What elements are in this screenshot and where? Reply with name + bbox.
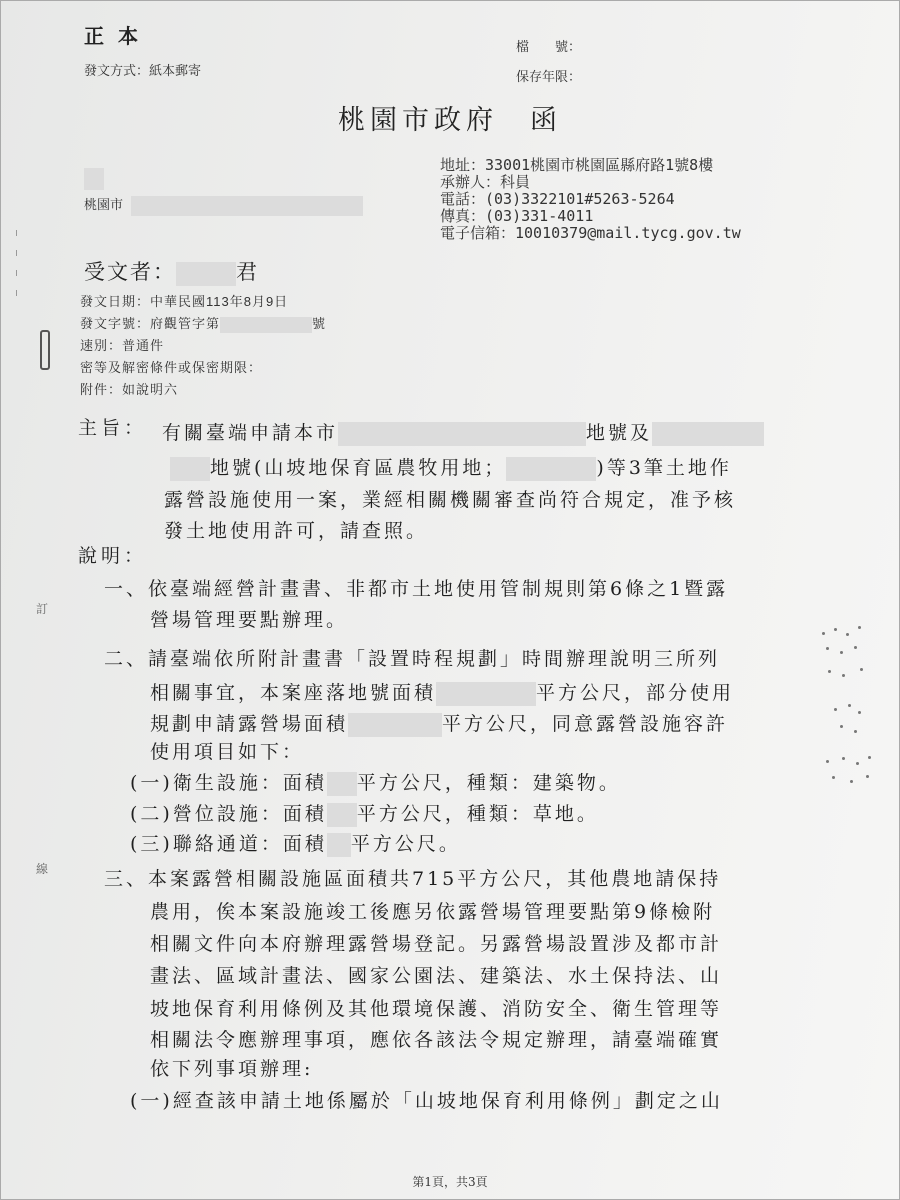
sub-item-sanitation <box>130 768 621 796</box>
item-3-line-1: 三、本案露營相關設施區面積共715平方公尺，其他農地請保持 <box>104 868 722 890</box>
reference-suffix: 號 <box>312 316 327 331</box>
sub-item-text: (二)營位設施：面積 <box>130 803 327 825</box>
subject-line-3: 露營設施使用一案，業經相關機關審查尚符合規定，准予核 <box>164 489 737 511</box>
item-2-line-1: 二、請臺端依所附計畫書「設置時程規劃」時間辦理說明三所列 <box>104 648 721 670</box>
sub-item-text: 平方公尺，種類：建築物。 <box>356 772 621 794</box>
redacted-block <box>436 682 536 706</box>
binding-mark-ding: 訂 <box>36 602 49 616</box>
redacted-block <box>220 317 312 333</box>
sub-item-campsite <box>130 799 599 827</box>
braille-dot <box>854 730 857 733</box>
recipient-label: 受文者： <box>84 260 176 284</box>
redacted-block <box>652 422 764 446</box>
staple-mark <box>40 330 50 370</box>
contact-fax: 傳真：(03)331-4011 <box>440 207 594 225</box>
braille-dot <box>848 704 851 707</box>
item-3-line-7: 依下列事項辦理: <box>150 1058 314 1080</box>
redacted-block <box>170 457 210 481</box>
redacted-block <box>348 713 442 737</box>
explanation-label: 說明： <box>78 545 148 567</box>
braille-dot <box>860 668 863 671</box>
dispatch-method: 發文方式：紙本郵寄 <box>84 63 202 78</box>
item-text: 相關事宜，本案座落地號面積 <box>150 682 437 704</box>
subject-line-4: 發土地使用許可，請查照。 <box>164 520 429 542</box>
redacted-block <box>176 262 236 286</box>
item-1-line-2: 營場管理要點辦理。 <box>150 609 349 631</box>
braille-dot <box>842 757 845 760</box>
redacted-block <box>338 422 586 446</box>
retention-period: 保存年限： <box>516 69 582 84</box>
binding-line <box>16 250 17 256</box>
sub-item-access-road <box>130 829 461 857</box>
item-3-sub-1: (一)經查該申請土地係屬於「山坡地保育利用條例」劃定之山 <box>130 1090 723 1112</box>
subject-text: 地號及 <box>586 422 653 444</box>
copy-mark: 正本 <box>84 24 152 48</box>
item-3-line-3: 相關文件向本府辦理露營場登記。另露營場設置涉及都市計 <box>150 933 723 955</box>
subject-line-1 <box>162 418 764 446</box>
binding-line <box>16 270 17 276</box>
archive-number: 檔 號： <box>516 39 582 54</box>
addressee-city-text: 桃園市 <box>84 197 124 212</box>
braille-dot <box>858 711 861 714</box>
binding-mark-xian: 線 <box>36 862 49 876</box>
sub-item-text: 平方公尺，種類：草地。 <box>356 803 599 825</box>
braille-dot <box>840 725 843 728</box>
braille-dot <box>828 670 831 673</box>
braille-dot <box>834 708 837 711</box>
braille-dot <box>866 775 869 778</box>
braille-dot <box>858 626 861 629</box>
sub-item-text: 平方公尺。 <box>350 833 461 855</box>
subject-text: )等3筆土地作 <box>596 457 732 479</box>
redacted-block <box>327 803 357 827</box>
addressee-city <box>84 194 363 216</box>
attachment-note: 附件：如說明六 <box>80 382 179 397</box>
reference-number <box>80 313 326 333</box>
braille-dot <box>832 776 835 779</box>
contact-handler: 承辦人：科員 <box>440 173 531 191</box>
braille-dot <box>868 756 871 759</box>
recipient-suffix: 君 <box>236 260 259 284</box>
braille-dot <box>822 632 825 635</box>
braille-dot <box>840 651 843 654</box>
redacted-block <box>327 833 351 857</box>
item-2-line-4: 使用項目如下： <box>150 741 305 763</box>
item-2-line-2 <box>150 678 734 706</box>
document-title: 桃園市政府 函 <box>338 105 562 136</box>
redacted-block <box>84 168 104 190</box>
subject-text: 地號(山坡地保育區農牧用地； <box>210 457 507 479</box>
item-1-line-1: 一、依臺端經營計畫書、非都市土地使用管制規則第6條之1暨露 <box>104 578 729 600</box>
redacted-block <box>131 196 363 216</box>
item-3-line-2: 農用，俟本案設施竣工後應另依露營場管理要點第9條檢附 <box>150 901 716 923</box>
subject-line-2 <box>170 453 732 481</box>
braille-dot <box>826 760 829 763</box>
sub-item-text: (三)聯絡通道：面積 <box>130 833 327 855</box>
contact-phone: 電話：(03)3322101#5263-5264 <box>440 190 675 208</box>
binding-line <box>16 290 17 296</box>
subject-label: 主旨： <box>78 417 148 439</box>
contact-block <box>440 157 741 242</box>
braille-dot <box>826 647 829 650</box>
page-footer: 第1頁，共3頁 <box>412 1175 488 1189</box>
subject-text: 有關臺端申請本市 <box>162 422 339 444</box>
item-3-line-6: 相關法令應辦理事項，應依各該法令規定辦理，請臺端確實 <box>150 1029 723 1051</box>
braille-dot <box>842 674 845 677</box>
item-text: 平方公尺，同意露營設施容許 <box>442 713 729 735</box>
braille-dot <box>834 628 837 631</box>
item-2-line-3 <box>150 709 728 737</box>
redacted-block <box>327 772 357 796</box>
item-text: 平方公尺，部分使用 <box>536 682 735 704</box>
sub-item-text: (一)衛生設施：面積 <box>130 772 327 794</box>
braille-dot <box>856 762 859 765</box>
reference-prefix: 發文字號：府觀管字第 <box>80 316 221 331</box>
security-level: 密等及解密條件或保密期限： <box>80 360 263 375</box>
issue-date: 發文日期：中華民國113年8月9日 <box>80 294 289 309</box>
binding-line <box>16 230 17 236</box>
speed-class: 速別：普通件 <box>80 338 165 353</box>
contact-email: 電子信箱：10010379@mail.tycg.gov.tw <box>440 224 741 242</box>
item-3-line-5: 坡地保育利用條例及其他環境保護、消防安全、衛生管理等 <box>150 998 723 1020</box>
redacted-block <box>506 457 596 481</box>
recipient <box>84 256 259 286</box>
item-text: 規劃申請露營場面積 <box>150 713 349 735</box>
braille-dot <box>854 646 857 649</box>
contact-address: 地址：33001桃園市桃園區縣府路1號8樓 <box>440 156 714 174</box>
item-3-line-4: 畫法、區域計畫法、國家公園法、建築法、水土保持法、山 <box>150 965 723 987</box>
braille-dot <box>846 633 849 636</box>
braille-dot <box>850 780 853 783</box>
